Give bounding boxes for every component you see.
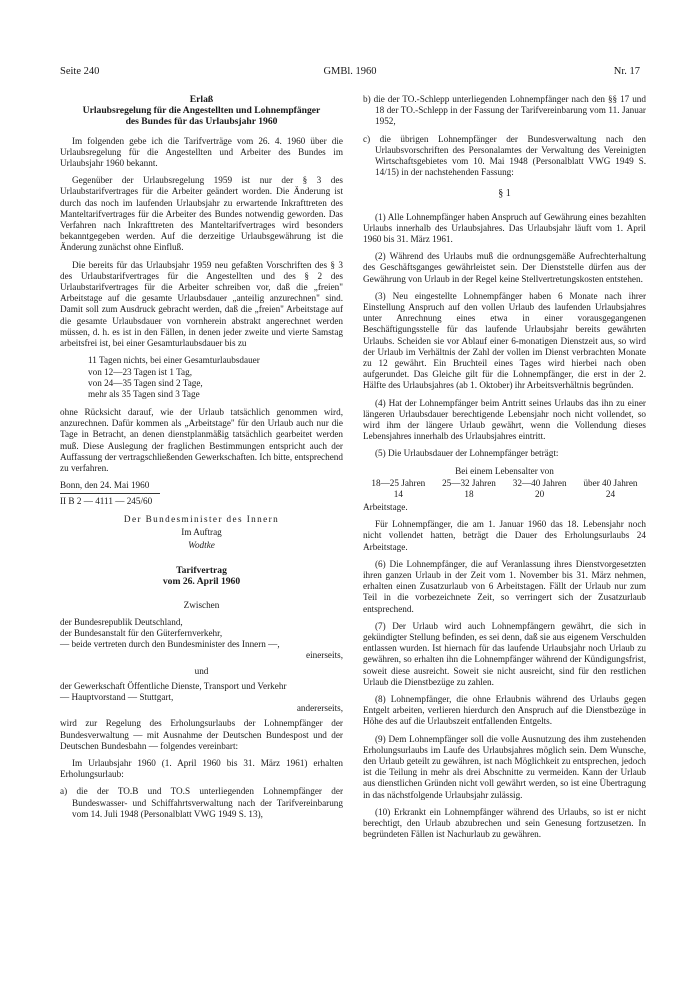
einerseits-label: einerseits, bbox=[306, 650, 343, 661]
section-7: (7) Der Urlaub wird auch Lohnempfängern gewährt, die sich in gekündigter Stellung befinden, es sei denn, daß sie aus eigenem Verschulden entlassen wurden. Ist hiernach für das laufende Urlaubsjahr noch Urlaub zu gewähren, so erhalten ihn die Lohnempfänger während der Kündigungsfrist, soweit diese ausreicht. Soweit sie nicht ausreicht, sind für den restlichen Urlaub die Dienstbezüge zu zahlen. bbox=[363, 620, 646, 687]
section-5-extra: Für Lohnempfänger, die am 1. Januar 1960 das 18. Lebensjahr noch nicht vollendet hatten, beträgt die Dauer des Erholungsurlaubs 24 Arbeitstage. bbox=[363, 519, 646, 552]
tier-item: mehr als 35 Tagen sind 3 Tage bbox=[88, 389, 200, 400]
section-1: (1) Alle Lohnempfänger haben Anspruch auf Gewährung eines bezahlten Urlaubs innerhalb des Urlaubsjahres. Das Urlaubsjahr läuft vom 1. April 1960 bis 31. März 1961. bbox=[363, 211, 646, 245]
paragraph-1: Im folgenden gebe ich die Tarifverträge vom 26. 4. 1960 über die Urlaubsregelung für die Angestellten und Arbeiter des Bundes im Urlaubsjahr 1960 bekannt. bbox=[60, 135, 343, 169]
party-line: der Bundesanstalt für den Güterfernverkehr, bbox=[60, 627, 223, 638]
age-cell: über 40 Jahren bbox=[583, 477, 638, 488]
party-2 bbox=[60, 681, 343, 703]
section-8: (8) Lohnempfänger, die ohne Erlaubnis während des Urlaubs gegen Entgelt arbeiten, verlieren hierdurch den Anspruch auf die Dienstbezüge in Höhe des auf die Urlaubszeit entfallenden Entgelts. bbox=[363, 693, 646, 727]
reference-number: II B 2 — 4111 — 245/60 bbox=[60, 496, 153, 507]
section-9: (9) Dem Lohnempfänger soll die volle Ausnutzung des ihm zustehenden Erholungsurlaubs im Laufe des Urlaubsjahres möglich sein. Dem Wunsche, den Urlaub geteilt zu gewähren, ist nach Möglichkeit zu entsprechen, jedoch ist die Teilung in mehr als drei Abschnitte zu vermeiden. Kann der Urlaub aus dienstlichen Gründen nicht voll gewährt werden, so ist eine Übertragung in das nächstfolgende Urlaubsjahr zulässig. bbox=[363, 733, 646, 800]
left-column bbox=[60, 94, 343, 826]
party-1 bbox=[60, 617, 343, 651]
days-cell: 24 bbox=[605, 488, 616, 499]
minister-title: Der Bundesminister des Innern bbox=[123, 513, 280, 524]
section-4: (4) Hat der Lohnempfänger beim Antritt seines Urlaubs das ihn zu einer längeren Urlaubsdauer berechtigende Lebensjahr noch nicht vollendet, so wird ihm der längere Urlaub gewährt, wenn die Vollendung dieses Lebensjahres innerhalb des Urlaubsjahres eintritt. bbox=[363, 397, 646, 442]
tarifvertrag-title: Tarifvertrag bbox=[176, 565, 227, 577]
party-line: der Gewerkschaft Öffentliche Dienste, Transport und Verkehr bbox=[60, 680, 287, 691]
signature: Wodtke bbox=[188, 539, 215, 550]
days-row bbox=[363, 489, 646, 500]
age-row bbox=[363, 478, 646, 489]
section-5-intro: (5) Die Urlaubsdauer der Lohnempfänger beträgt: bbox=[375, 448, 559, 459]
divider bbox=[60, 493, 160, 494]
section-10: (10) Erkrankt ein Lohnempfänger während des Urlaubs, so ist er nicht berechtigt, den Urlaub abzubrechen und sein Genesung fortzusetzen. In begründeten Fällen ist Nachurlaub zu gewähren. bbox=[363, 806, 646, 840]
party-line: der Bundesrepublik Deutschland, bbox=[60, 616, 183, 627]
tier-list bbox=[88, 355, 343, 401]
tier-item: 11 Tagen nichts, bei einer Gesamturlaubsdauer bbox=[88, 355, 260, 366]
section-heading: § 1 bbox=[498, 188, 511, 200]
paragraph-4: ohne Rücksicht darauf, wie der Urlaub tatsächlich genommen wird, anzurechnen. Dafür kommen als „Arbeitstage" für den Urlaub auch nur die Tage in Betracht, an denen dienstplanmäßig tatsächlich gearbeitet werden muß. Diese Auslegung der fraglichen Bestimmungen entspricht auch der Auffassung der vertragschließenden Gewerkschaften. Ich bitte, entsprechend zu verfahren. bbox=[60, 406, 343, 473]
issue-number: Nr. 17 bbox=[613, 66, 640, 77]
days-cell: 20 bbox=[535, 488, 545, 499]
andererseits-label: andererseits, bbox=[296, 703, 343, 714]
journal-name: GMBl. 1960 bbox=[323, 66, 377, 77]
list-item-c: c) die übrigen Lohnempfänger der Bundesverwaltung nach den Urlaubsvorschriften des Personalamtes der Verwaltung des Vereinigten Wirtschaftsgebietes vom 10. Mai 1948 (Personalblatt VWG 1949 S. 14/15) in der nachstehenden Fassung: bbox=[363, 133, 646, 178]
tarifvertrag-date: vom 26. April 1960 bbox=[162, 576, 241, 588]
list-item-a: a) die der TO.B und TO.S unterliegenden Lohnempfänger der Bundeswasser- und Schiffahrtsverwaltung nach der Tarifvereinbarung vom 14. Juli 1948 (Personalblatt VWG 1949 S. 13), bbox=[60, 786, 343, 819]
age-cell: 18—25 Jahren bbox=[371, 477, 426, 488]
section-6: (6) Die Lohnempfänger, die auf Veranlassung ihres Dienstvorgesetzten ihren ganzen Urlaub in der Zeit vom 1. November bis 31. März nehmen, erhalten einen Zusatzurlaub von 6 Arbeitstagen. Fällt der Urlaub nur zum Teil in die vorbezeichnete Zeit, so verringert sich der Zusatzurlaub entsprechend. bbox=[363, 558, 646, 614]
im-auftrag: Im Auftrag bbox=[181, 526, 222, 537]
paragraph-3: Die bereits für das Urlaubsjahr 1959 neu gefaßten Vorschriften des § 3 des Urlaubstarifvertrages für die Angestellten und des § 2 des Urlaubstarifvertrages für die Arbeiter schreiben vor, daß die „freien" Arbeitstage auf die gesamte Urlaubsdauer „anteilig anzurechnen" sind. Damit soll zum Ausdruck gebracht werden, daß die „freien" Arbeitstage auf die gesamte Urlaubsdauer von vornherein abstrakt angerechnet werden müssen, d. h. es ist in den Fällen, in denen jeder zweite und vierte Samstag arbeitsfrei ist, bei einer Gesamturlaubsdauer bis zu bbox=[60, 259, 343, 349]
paragraph-6: Im Urlaubsjahr 1960 (1. April 1960 bis 31. März 1961) erhalten Erholungsurlaub: bbox=[60, 757, 343, 780]
party-line: — beide vertreten durch den Bundesminister des Innern —, bbox=[60, 639, 280, 650]
list-item-b: b) die der TO.-Schlepp unterliegenden Lohnempfänger nach den §§ 17 und 18 der TO.-Schlepp in der Fassung der Tarifvereinbarung vom 11. Januar 1952, bbox=[363, 94, 646, 127]
erlass-subtitle-2: des Bundes für das Urlaubsjahr 1960 bbox=[125, 116, 278, 128]
age-cell: 25—32 Jahren bbox=[442, 477, 496, 488]
und-label: und bbox=[194, 665, 209, 676]
age-caption: Bei einem Lebensalter von bbox=[455, 465, 554, 476]
place-date: Bonn, den 24. Mai 1960 bbox=[60, 480, 150, 491]
zwischen-label: Zwischen bbox=[183, 599, 220, 610]
days-cell: 14 bbox=[393, 488, 403, 499]
erlass-title: Erlaß bbox=[189, 94, 214, 105]
days-unit: Arbeitstage. bbox=[363, 501, 408, 512]
paragraph-5: wird zur Regelung des Erholungsurlaubs der Lohnempfänger der Bundesverwaltung — mit Ausnahme der Deutschen Bundespost und der Deutschen Bundesbahn — folgendes vereinbart: bbox=[60, 718, 343, 751]
age-cell: 32—40 Jahren bbox=[512, 477, 567, 488]
section-3: (3) Neu eingestellte Lohnempfänger haben 6 Monate nach ihrer Einstellung Anspruch auf den vollen Urlaub des laufenden Urlaubsjahres unter Anrechnung eines etwa in einer vorausgegangenen Beschäftigungsstelle für das laufende Urlaubsjahr bereits gewährten Urlaubs. Scheiden sie vor Ablauf einer 6-monatigen Dienstzeit aus, so wird der Urlaub im Verhältnis der Zahl der vollen im Dienst verbrachten Monate zu 12 gewährt. Ein Bruchteil eines Tages wird hierbei nach oben aufgerundet. Das Gleiche gilt für die Lohnempfänger, die erst in der 2. Hälfte des Urlaubsjahres (ab 1. Oktober) ihr Arbeitsverhältnis begründen. bbox=[363, 290, 646, 391]
erlass-subtitle-1: Urlaubsregelung für die Angestellten und Lohnempfänger bbox=[82, 105, 321, 117]
right-column bbox=[363, 94, 646, 846]
party-line: — Hauptvorstand — Stuttgart, bbox=[60, 691, 174, 702]
page-number: Seite 240 bbox=[60, 66, 100, 77]
paragraph-2: Gegenüber der Urlaubsregelung 1959 ist nur der § 3 des Urlaubstarifvertrages für die Arbeiter geändert worden. Die Änderung ist durch das noch im laufenden Urlaubsjahr zu erwartende Inkrafttreten des Manteltarifvertrages für die Arbeiter des Bundes notwendig geworden. Das Verfahren nach Inkrafttreten des Manteltarifvertrages wird besonders bekanntgegeben werden. Auf die derzeitige Urlaubsgewährung ist die Änderung zunächst ohne Einfluß. bbox=[60, 175, 343, 253]
tier-item: von 12—23 Tagen ist 1 Tag, bbox=[88, 366, 193, 377]
page-header bbox=[60, 66, 640, 82]
section-2: (2) Während des Urlaubs muß die ordnungsgemäße Aufrechterhaltung des Geschäftsganges gewährleistet sein. Der Dienststelle dürfen aus der Gewährung von Urlaub in der Regel keine Stellvertretungskosten entstehen. bbox=[363, 251, 646, 284]
days-cell: 18 bbox=[464, 488, 474, 499]
age-table bbox=[363, 478, 646, 500]
tier-item: von 24—35 Tagen sind 2 Tage, bbox=[88, 378, 203, 389]
